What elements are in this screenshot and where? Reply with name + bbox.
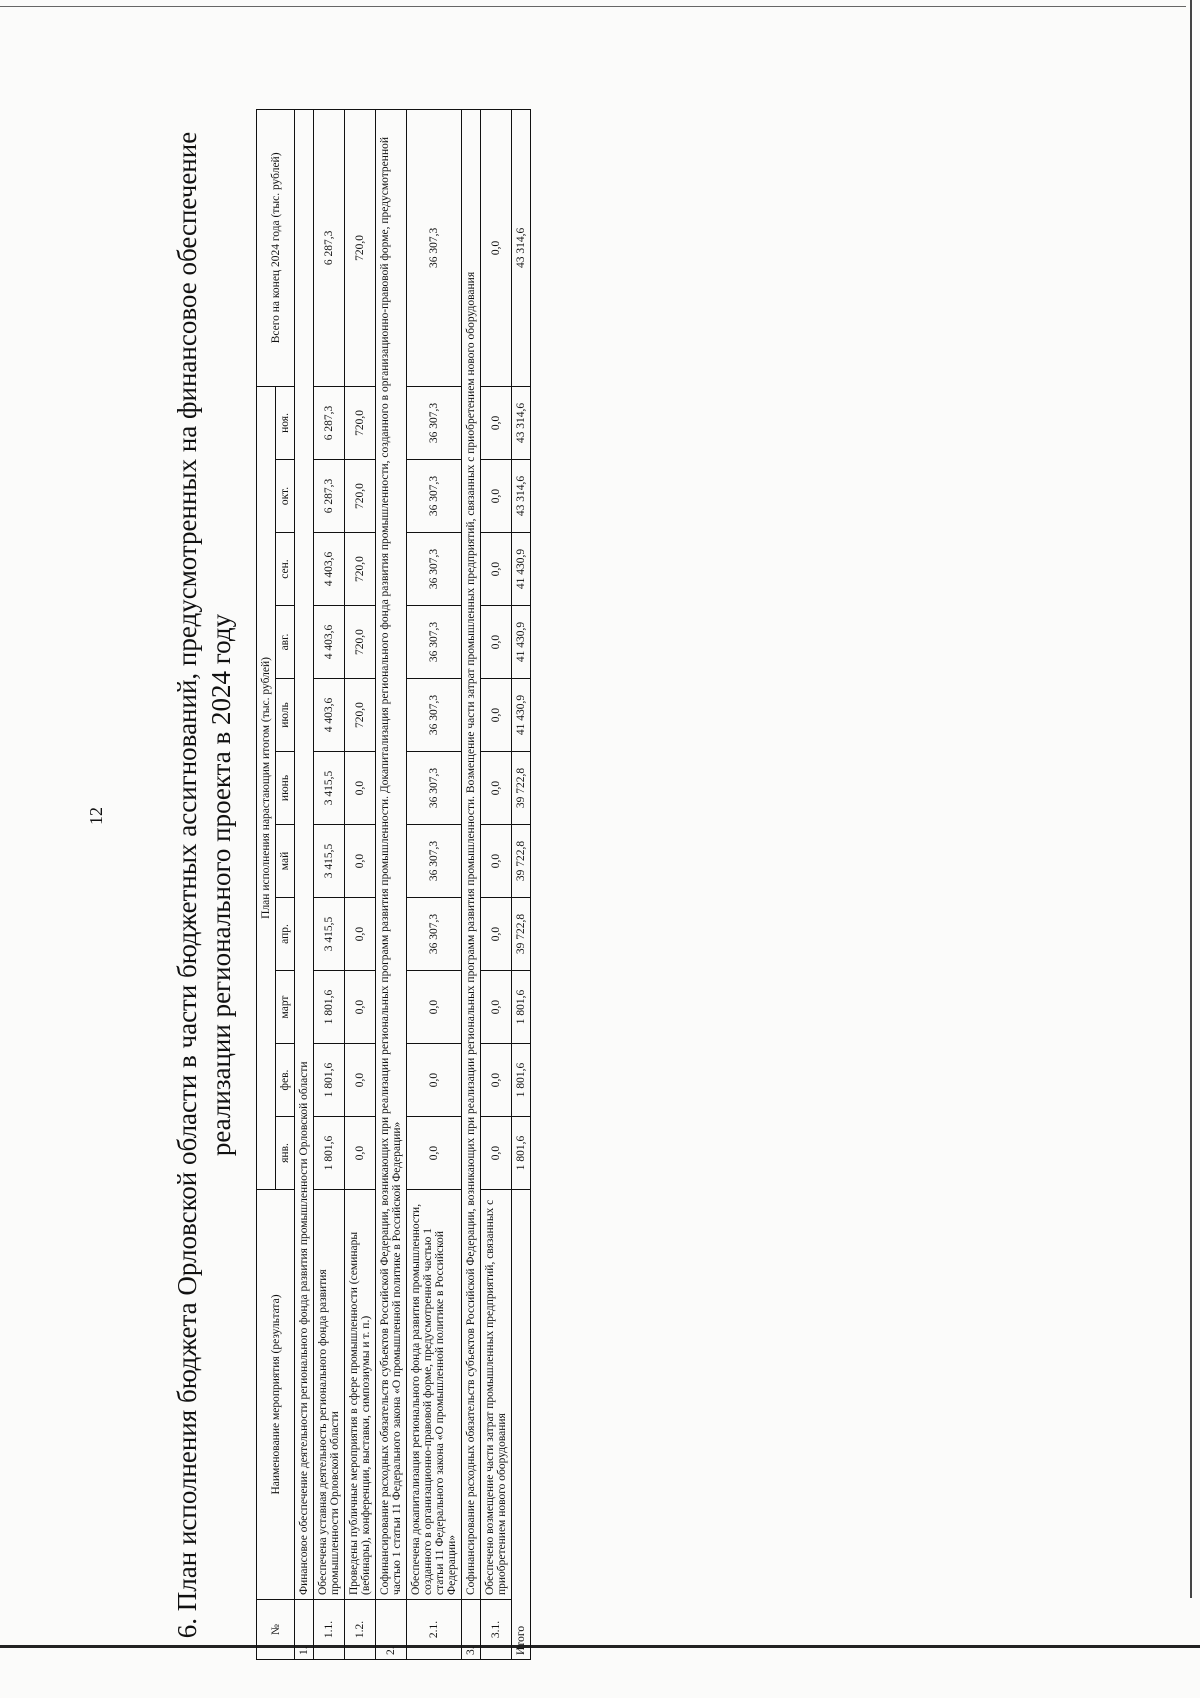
month-value: 0,0 — [345, 971, 376, 1044]
month-value: 0,0 — [345, 825, 376, 898]
month-value: 720,0 — [345, 460, 376, 533]
month-header: янв. — [276, 1117, 295, 1190]
col-header-no: № — [257, 1600, 295, 1660]
title-line: 6. План исполнения бюджета Орловской области в части бюджетных ассигнований, предусмотренных на финансовое обеспечение — [172, 131, 202, 1639]
year-total-value: 36 307,3 — [407, 109, 462, 386]
row-number: 1.2. — [345, 1600, 376, 1660]
row-number: 1. — [295, 1600, 314, 1660]
month-header: авг. — [276, 606, 295, 679]
month-header: ноя. — [276, 386, 295, 459]
total-row — [512, 109, 531, 1659]
total-month-value: 1 801,6 — [512, 1044, 531, 1117]
table-body — [295, 109, 531, 1659]
header-row — [257, 109, 276, 1659]
total-label: Итого — [512, 1190, 531, 1660]
month-value: 3 415,5 — [314, 825, 345, 898]
total-month-value: 41 430,9 — [512, 679, 531, 752]
month-value: 0,0 — [481, 460, 512, 533]
activity-name: Проведены публичные мероприятия в сфере промышленности (семинары (вебинары), конференции, выставки, симпозиумы и т. п.) — [345, 1190, 376, 1600]
title-line: реализации регионального проекта в 2024 году — [206, 613, 236, 1157]
month-value: 6 287,3 — [314, 460, 345, 533]
total-month-value: 1 801,6 — [512, 1117, 531, 1190]
month-value: 36 307,3 — [407, 679, 462, 752]
budget-plan-table — [256, 109, 531, 1660]
month-value: 1 801,6 — [314, 1044, 345, 1117]
month-value: 0,0 — [345, 752, 376, 825]
month-value: 0,0 — [481, 898, 512, 971]
month-value: 4 403,6 — [314, 606, 345, 679]
month-header: июнь — [276, 752, 295, 825]
table-row — [345, 109, 376, 1659]
activity-name: Обеспечена докапитализация регионального фонда развития промышленности, созданного в организационно-правовой форме, предусмотренной частью 1 статьи 11 Федерального закона «О промышленной политике в Российской Федерации» — [407, 1190, 462, 1600]
month-header: июль — [276, 679, 295, 752]
month-header: сен. — [276, 533, 295, 606]
row-number: 1.1. — [314, 1600, 345, 1660]
month-value: 36 307,3 — [407, 460, 462, 533]
month-value: 0,0 — [481, 606, 512, 679]
table-row — [407, 109, 462, 1659]
rotated-page-content — [170, 110, 1170, 1660]
col-header-plan: План исполнения нарастающим итогом (тыс. рублей) — [257, 386, 276, 1189]
month-header: фев. — [276, 1044, 295, 1117]
row-number: 3. — [462, 1600, 481, 1660]
section-row — [462, 109, 481, 1659]
grand-total-value: 43 314,6 — [512, 109, 531, 386]
month-value: 0,0 — [481, 1117, 512, 1190]
month-value: 0,0 — [481, 533, 512, 606]
month-value: 0,0 — [481, 825, 512, 898]
month-value: 0,0 — [345, 1117, 376, 1190]
month-value: 4 403,6 — [314, 679, 345, 752]
month-value: 36 307,3 — [407, 825, 462, 898]
activity-name: Обеспечена уставная деятельность регионального фонда развития промышленности Орловской области — [314, 1190, 345, 1600]
month-value: 0,0 — [481, 1044, 512, 1117]
total-month-value: 41 430,9 — [512, 606, 531, 679]
total-month-value: 41 430,9 — [512, 533, 531, 606]
year-total-value: 6 287,3 — [314, 109, 345, 386]
row-number: 3.1. — [481, 1600, 512, 1660]
section-row — [376, 109, 407, 1659]
section-title: Софинансирование расходных обязательств субъектов Российской Федерации, возникающих при реализации региональных программ развития промышленности. Докапитализация регионального фонда развития промышленности, созданного в организационно-правовой форме, предусмотренной частью 1 статьи 11 Федерального закона «О промышленной политике в Российской Федерации» — [376, 109, 407, 1599]
month-header: май — [276, 825, 295, 898]
month-value: 0,0 — [481, 971, 512, 1044]
month-value: 36 307,3 — [407, 752, 462, 825]
month-header: окт. — [276, 460, 295, 533]
month-value: 720,0 — [345, 386, 376, 459]
month-value: 0,0 — [345, 898, 376, 971]
year-total-value: 0,0 — [481, 109, 512, 386]
table-row — [481, 109, 512, 1659]
month-value: 720,0 — [345, 606, 376, 679]
month-value: 36 307,3 — [407, 898, 462, 971]
month-value: 0,0 — [407, 1117, 462, 1190]
month-value: 720,0 — [345, 533, 376, 606]
page-title — [170, 110, 238, 1660]
month-value: 3 415,5 — [314, 898, 345, 971]
total-month-value: 43 314,6 — [512, 386, 531, 459]
year-total-value: 720,0 — [345, 109, 376, 386]
month-header: март — [276, 971, 295, 1044]
month-value: 0,0 — [481, 752, 512, 825]
total-month-value: 43 314,6 — [512, 460, 531, 533]
month-value: 1 801,6 — [314, 1117, 345, 1190]
month-value: 720,0 — [345, 679, 376, 752]
col-header-name: Наименование мероприятия (результата) — [257, 1190, 295, 1600]
month-value: 36 307,3 — [407, 606, 462, 679]
month-value: 3 415,5 — [314, 752, 345, 825]
month-value: 6 287,3 — [314, 386, 345, 459]
scan-border — [1190, 0, 1192, 1598]
month-value: 0,0 — [407, 1044, 462, 1117]
row-number: 2.1. — [407, 1600, 462, 1660]
month-value: 0,0 — [481, 679, 512, 752]
table-row — [314, 109, 345, 1659]
total-month-value: 39 722,8 — [512, 898, 531, 971]
section-title: Софинансирование расходных обязательств субъектов Российской Федерации, возникающих при реализации региональных программ развития промышленности. Возмещение части затрат промышленных предприятий, связанных с приобретением нового оборудования — [462, 109, 481, 1599]
month-value: 36 307,3 — [407, 533, 462, 606]
month-value: 0,0 — [407, 971, 462, 1044]
total-month-value: 39 722,8 — [512, 825, 531, 898]
page-number: 12 — [86, 807, 106, 825]
total-month-value: 39 722,8 — [512, 752, 531, 825]
activity-name: Обеспечено возмещение части затрат промышленных предприятий, связанных с приобретением нового оборудования — [481, 1190, 512, 1600]
month-value: 4 403,6 — [314, 533, 345, 606]
scan-border — [0, 0, 1186, 7]
col-header-total: Всего на конец 2024 года (тыс. рублей) — [257, 109, 295, 386]
month-value: 36 307,3 — [407, 386, 462, 459]
month-header: апр. — [276, 898, 295, 971]
month-value: 0,0 — [481, 386, 512, 459]
month-value: 1 801,6 — [314, 971, 345, 1044]
month-value: 0,0 — [345, 1044, 376, 1117]
row-number: 2. — [376, 1600, 407, 1660]
section-row — [295, 109, 314, 1659]
section-title: Финансовое обеспечение деятельности регионального фонда развития промышленности Орловской области — [295, 109, 314, 1599]
total-month-value: 1 801,6 — [512, 971, 531, 1044]
